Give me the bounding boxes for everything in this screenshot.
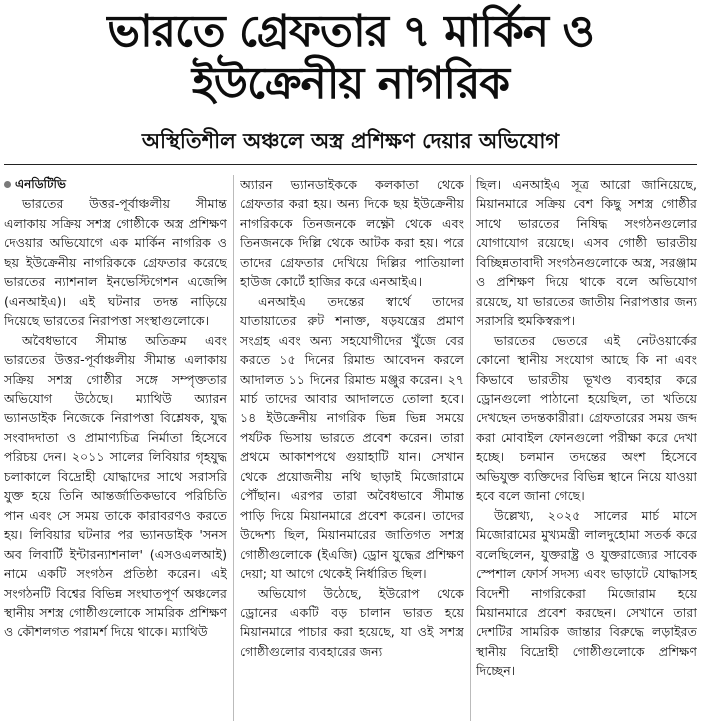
paragraph: ভারতের ভেতরে এই নেটওয়ার্কের কোনো স্থানীয় সংযোগ আছে কি না এবং কিভাবে ভারতীয় ভূখণ্ড ব্যবহার করে ড্রোনগুলো পাঠানো হয়েছিল, তা খতিয়ে দেখছেন তদন্তকারীরা। গ্রেফতারের সময় জব্দ করা মোবাইল ফোনগুলো পরীক্ষা করে দেখা হচ্ছে। চলমান তদন্তের অংশ হিসেবে অভিযুক্ত ব্যক্তিদের বিভিন্ন স্থানে নিয়ে যাওয়া হবে বলে জানা গেছে। (476, 332, 697, 504)
paragraph: অ্যারন ভ্যানডাইককে কলকাতা থেকে গ্রেফতার করা হয়। অন্য দিকে ছয় ইউক্রেনীয় নাগরিককে তিনজনকে লক্ষ্ণৌ থেকে এবং তিনজনকে দিল্লি থেকে আটক করা হয়। পরে তাদের গ্রেফতার দেখিয়ে দিল্লির পাতিয়ালা হাউজ কোর্টে হাজির করে এনআইএ। (240, 177, 464, 290)
bullet-icon (4, 181, 11, 188)
paragraph: ছিল। এনআইএ সূত্র আরো জানিয়েছে, মিয়ানমারে সক্রিয় বেশ কিছু সশস্ত্র গোষ্ঠীর সাথে ভারতের নিষিদ্ধ সংগঠনগুলোর যোগাযোগ রয়েছে। এসব গোষ্ঠী ভারতীয় বিচ্ছিন্নতাবাদী সংগঠনগুলোকে অস্ত্র, সরঞ্জাম ও প্রশিক্ষণ দিয়ে থাকে বলে অভিযোগ রয়েছে, যা ভারতের জাতীয় নিরাপত্তার জন্য সরাসরি হুমকিস্বরূপ। (476, 177, 697, 329)
paragraph: উল্লেখ্য, ২০২৫ সালের মার্চ মাসে মিজোরামের মুখ্যমন্ত্রী লালদুহোমা সতর্ক করে বলেছিলেন, যুক্তরাষ্ট্র ও যুক্তরাজ্যের সাবেক স্পেশাল ফোর্স সদস্য এবং ভাড়াটে যোদ্ধাসহ বিদেশী নাগরিকেরা মিজোরাম হয়ে মিয়ানমারে প্রবেশ করছেন। সেখানে তারা দেশটির সামরিক জান্তার বিরুদ্ধে লড়াইরত স্থানীয় বিদ্রোহী গোষ্ঠীগুলোকে প্রশিক্ষণ দিচ্ছেন। (476, 507, 697, 679)
headline-line-1: ভারতে গ্রেফতার ৭ মার্কিন ও (107, 6, 594, 57)
divider-rule (4, 164, 697, 165)
paragraph: অভিযোগ উঠেছে, ইউরোপ থেকে ড্রোনের একটি বড় চালান ভারত হয়ে মিয়ানমারে পাচার করা হয়েছে, যা ওই সশস্ত্র গোষ্ঠীগুলোর ব্যবহারের জন্য (240, 585, 464, 659)
column-divider (470, 175, 471, 721)
article-column-3 (476, 175, 697, 721)
article-column-2 (240, 175, 464, 721)
dateline-text: এনডিটিভি (15, 177, 66, 191)
article-column-1 (4, 175, 227, 721)
paragraph: এনআইএ তদন্তের স্বার্থে তাদের যাতায়াতের রুট শনাক্ত, ষড়যন্ত্রের প্রমাণ সংগ্রহ এবং অন্য সহযোগীদের খুঁজে বের করতে ১৫ দিনের রিমান্ড আবেদন করলে আদালত ১১ দিনের রিমান্ড মঞ্জুর করেন। ২৭ মার্চ তাদের আবার আদালতে তোলা হবে। ১৪ ইউক্রেনীয় নাগরিক ভিন্ন ভিন্ন সময়ে পর্যটক ভিসায় ভারতে প্রবেশ করেন। তারা প্রথমে আকাশপথে গুয়াহাটি যান। সেখান থেকে প্রয়োজনীয় নথি ছাড়াই মিজোরামে পৌঁছান। এরপর তারা অবৈধভাবে সীমান্ত পাড়ি দিয়ে মিয়ানমারে প্রবেশ করেন। তাদের উদ্দেশ্য ছিল, মিয়ানমারের জাতিগত সশস্ত্র গোষ্ঠীগুলোকে (ইএজি) ড্রোন যুদ্ধের প্রশিক্ষণ দেয়া; যা আগে থেকেই নির্ধারিত ছিল। (240, 293, 464, 582)
headline-line-2: ইউক্রেনীয় নাগরিক (191, 58, 510, 109)
paragraph: অবৈধভাবে সীমান্ত অতিক্রম এবং ভারতের উত্তর-পূর্বাঞ্চলীয় সীমান্ত এলাকায় সক্রিয় সশস্ত্র গোষ্ঠীর সঙ্গে সম্পৃক্ততার অভিযোগ উঠেছে। ম্যাথিউ অ্যারন ভ্যানডাইক নিজেকে নিরাপত্তা বিশ্লেষক, যুদ্ধ সংবাদদাতা ও প্রামাণ্যচিত্র নির্মাতা হিসেবে পরিচয় দেন। ২০১১ সালের লিবিয়ার গৃহযুদ্ধ চলাকালে বিদ্রোহী যোদ্ধাদের সাথে সরাসরি যুক্ত হয়ে তিনি আন্তর্জাতিকভাবে পরিচিতি পান এবং সে সময় তাকে কারাবরণও করতে হয়। লিবিয়ার ঘটনার পর ভ্যানডাইক 'সনস অব লিবার্টি ইন্টারন্যাশনাল' (এসওএলআই) নামে একটি সংগঠন প্রতিষ্ঠা করেন। এই সংগঠনটি বিশ্বের বিভিন্ন সংঘাতপূর্ণ অঞ্চলের স্থানীয় সশস্ত্র গোষ্ঠীগুলোকে সামরিক প্রশিক্ষণ ও কৌশলগত পরামর্শ দিয়ে থাকে। ম্যাথিউ (4, 332, 227, 640)
column-divider (233, 175, 234, 721)
dateline (4, 175, 227, 194)
subheadline: অস্থিতিশীল অঞ্চলে অস্ত্র প্রশিক্ষণ দেয়ার অভিযোগ (141, 129, 560, 153)
paragraph: ভারতের উত্তর-পূর্বাঞ্চলীয় সীমান্ত এলাকায় সক্রিয় সশস্ত্র গোষ্ঠীকে অস্ত্র প্রশিক্ষণ দেওয়ার অভিযোগে এক মার্কিন নাগরিক ও ছয় ইউক্রেনীয় নাগরিককে গ্রেফতার করেছে ভারতের ন্যাশনাল ইনভেস্টিগেশন এজেন্সি (এনআইএ)। এই ঘটনার তদন্ত নাড়িয়ে দিয়েছে ভারতের নিরাপত্তা সংস্থাগুলোকে। (4, 196, 227, 329)
headline (0, 6, 701, 110)
